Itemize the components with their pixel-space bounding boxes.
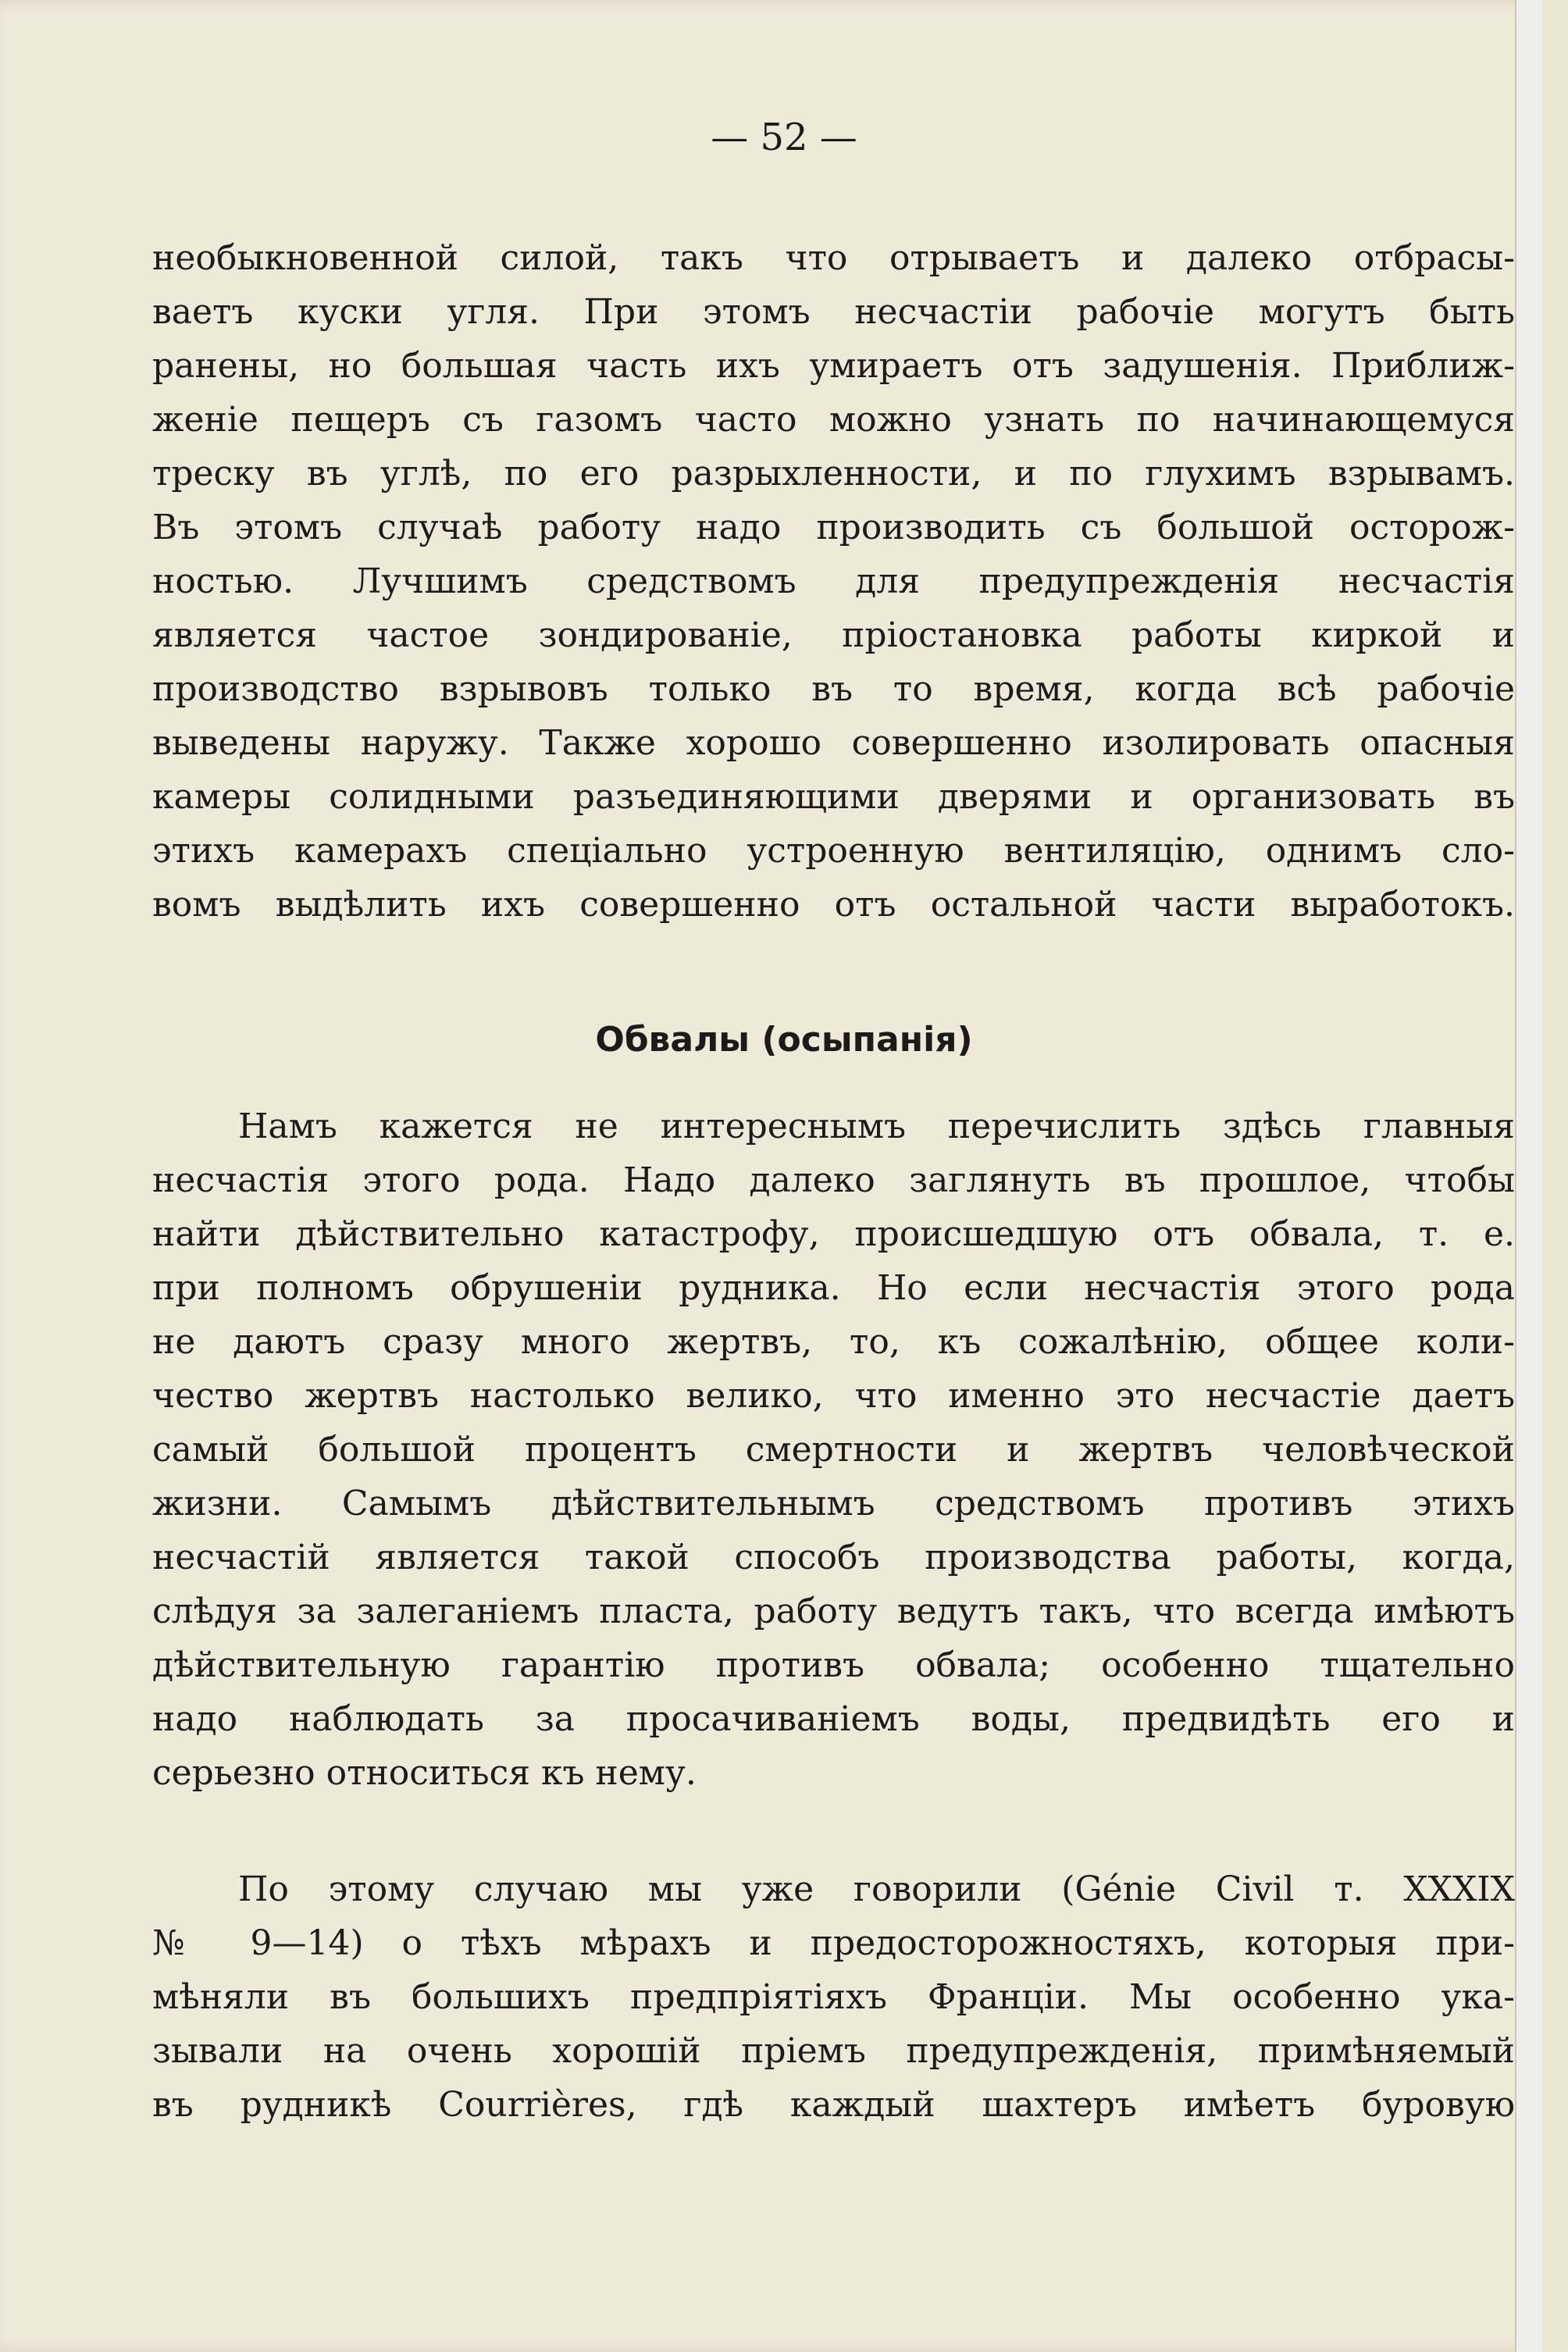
text-line: ранены, но большая часть ихъ умираетъ отъ задушенія. Приближ- [152, 346, 1515, 386]
page-number: — 52 — [711, 116, 857, 159]
text-line: серьезно относиться къ нему. [152, 1753, 697, 1793]
section-title: Обвалы (осыпанія) [595, 1020, 973, 1060]
text-line: Намъ кажется не интереснымъ перечислить здѣсь главныя [238, 1107, 1515, 1146]
paragraph-2 [152, 1099, 1515, 1800]
paragraph-1 [152, 231, 1515, 932]
text-line: чество жертвъ настолько велико, что именно это несчастіе даетъ [152, 1376, 1515, 1416]
page-edge [1515, 0, 1542, 2352]
text-line: при полномъ обрушеніи рудника. Но если несчастія этого рода [152, 1268, 1515, 1308]
text-line: надо наблюдать за просачиваніемъ воды, предвидѣть его и [152, 1699, 1515, 1739]
text-line: найти дѣйствительно катастрофу, происшедшую отъ обвала, т. е. [152, 1214, 1515, 1254]
text-line: треску въ углѣ, по его разрыхленности, и по глухимъ взрывамъ. [152, 454, 1515, 494]
text-line: вомъ выдѣлить ихъ совершенно отъ остальной части выработокъ. [152, 885, 1515, 925]
text-line: Въ этомъ случаѣ работу надо производить съ большой осторож- [152, 508, 1515, 547]
text-line: слѣдуя за залеганіемъ пласта, работу ведутъ такъ, что всегда имѣютъ [152, 1591, 1515, 1631]
text-line: несчастія этого рода. Надо далеко заглянуть въ прошлое, чтобы [152, 1160, 1515, 1200]
text-line: необыкновенной силой, такъ что отрываетъ и далеко отбрасы- [152, 238, 1515, 278]
text-line: зывали на очень хорошій пріемъ предупрежденія, примѣняемый [152, 2031, 1515, 2071]
text-line: не даютъ сразу много жертвъ, то, къ сожалѣнію, общее коли- [152, 1322, 1515, 1362]
text-line: выведены наружу. Также хорошо совершенно изолировать опасныя [152, 723, 1515, 763]
text-line: женіе пещеръ съ газомъ часто можно узнать по начинающемуся [152, 400, 1515, 440]
text-line: этихъ камерахъ спеціально устроенную вентиляцію, однимъ сло- [152, 831, 1515, 871]
text-line: № 9—14) о тѣхъ мѣрахъ и предосторожностяхъ, которыя при- [152, 1923, 1515, 1963]
text-line: жизни. Самымъ дѣйствительнымъ средствомъ противъ этихъ [152, 1484, 1515, 1523]
text-line: ностью. Лучшимъ средствомъ для предупрежденія несчастія [152, 561, 1515, 601]
text-line: дѣйствительную гарантію противъ обвала; особенно тщательно [152, 1645, 1515, 1685]
text-line: По этому случаю мы уже говорили (Génie Civil т. XXXIX [238, 1869, 1515, 1909]
text-line: ваетъ куски угля. При этомъ несчастіи рабочіе могутъ быть [152, 292, 1515, 332]
text-line: камеры солидными разъединяющими дверями и организовать въ [152, 777, 1515, 817]
text-line: въ рудникѣ Courrières, гдѣ каждый шахтеръ имѣетъ буровую [152, 2085, 1515, 2125]
paragraph-3 [152, 1862, 1515, 2132]
text-line: самый большой процентъ смертности и жертвъ человѣческой [152, 1430, 1515, 1470]
text-line: мѣняли въ большихъ предпріятіяхъ Франціи. Мы особенно ука- [152, 1977, 1515, 2017]
text-line: производство взрывовъ только въ то время, когда всѣ рабочіе [152, 669, 1515, 709]
text-line: несчастій является такой способъ производства работы, когда, [152, 1538, 1515, 1577]
text-line: является частое зондированіе, пріостановка работы киркой и [152, 615, 1515, 655]
